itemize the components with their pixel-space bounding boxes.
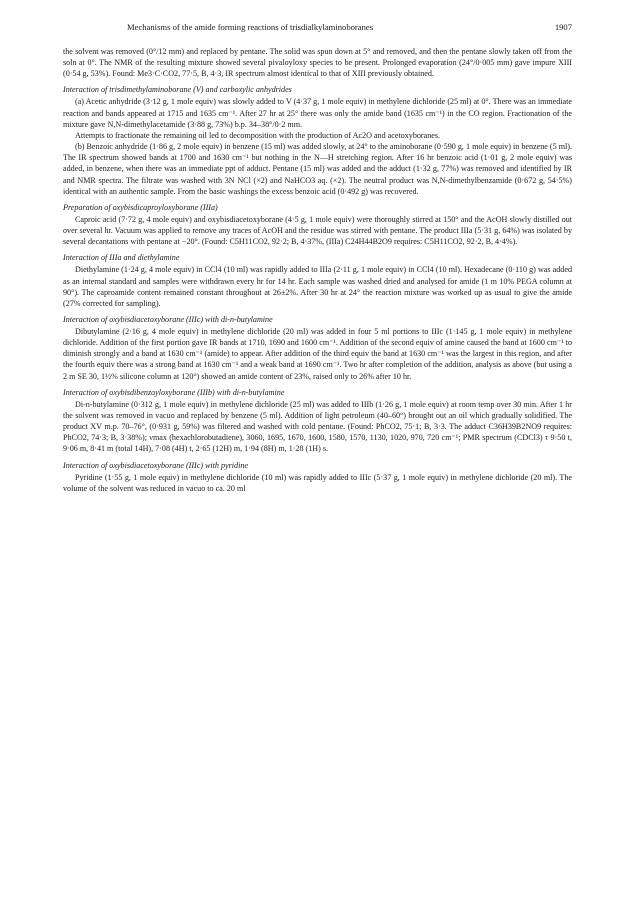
paragraph: Caproic acid (7·72 g, 4 mole equiv) and oxybisdiacetoxyborane (4·5 g, 1 mole equiv) were thoroughly stirred at 150° and the AcOH slowly distilled out over several hr. Vacuum was applied to remove any traces of AcOH and the residue was stirred with pentane. The product IIIa (5·31 g, 64%) was isolated by several decantations with pentane at −20°. (Found: C5H11CO2, 92·2; B, 4·37%, (IIIa) C24H44B2O9 requires: C5H11CO2, 92·2, B, 4·4%). <box>63 214 572 247</box>
paragraph: Pyridine (1·55 g, 1 mole equiv) in methylene dichloride (10 ml) was rapidly added to IIIc (5·37 g, 1 mole equiv) in methylene dichloride (20 ml). The volume of the solvent was reduced in vacuo to ca. 20 ml <box>63 472 572 493</box>
paragraph: Attempts to fractionate the remaining oil led to decomposition with the production of Ac2O and acetoxyboranes. <box>75 130 441 140</box>
section-heading: Interaction of IIIa and diethylamine <box>63 253 180 263</box>
paragraph: Di-n-butylamine (0·312 g, 1 mole equiv) in methylene dichloride (25 ml) was added to IIIb (1·26 g, 1 mole equiv) at room temp over 30 min. After 1 hr the solvent was removed in vacuo and replaced by benzene (5 ml). Addition of light petroleum (40–60°) brought out an oil which gradually solidified. The product XV m.p. 70–76°, (0·931 g, 59%) was filtered and washed with cold pentane. (Found: PhCO2, 75·1; B, 3·3. The adduct C36H39B2NO9 requires: PhCO2, 74·3; B, 3·38%); νmax (hexachlorobutadiene), 3060, 1695, 1670, 1600, 1580, 1570, 1130, 1020, 970, 720 cm⁻¹; PMR spectrum (CDCl3) τ 9·50 t, 9·06 m, 8·41 m (total 14H), 7·08 (4H) t, 2·65 (12H) m, 1·94 (8H) m, 1·28 (1H) s. <box>63 399 572 454</box>
paragraph: (b) Benzoic anhydride (1·86 g, 2 mole equiv) in benzene (15 ml) was added slowly, at 24° to the aminoborane (0·590 g, 1 mole equiv) in benzene (5 ml). The IR spectrum showed bands at 1700 and 1630 cm⁻¹ but nothing in the N—H stretching region. After 16 hr benzoic acid (1·01 g, 2 mole equiv) was added, in benzene, when there was an immediate ppt of adduct. Pentane (15 ml) was added and the adduct (1·32 g, 77%) was removed and identified by IR and NMR spectra. The filtrate was washed with 3N NCl (×2) and NaHCO3 aq. (×2). The neutral product was N,N-dimethylbenzamide (0·672 g, 54·5%) identical with an authentic sample. From the basic washings the excess benzoic acid (0·492 g) was recovered. <box>63 142 572 196</box>
section-heading: Interaction of oxybisdiacetoxyborane (IIIc) with pyridine <box>63 460 248 470</box>
running-header <box>63 22 572 36</box>
paragraph: Dibutylamine (2·16 g, 4 mole equiv) in methylene dichloride (20 ml) was added in four 5 ml portions to IIIc (1·145 g, 1 mole equiv) in methylene dichloride. Addition of the first portion gave IR bands at 1710, 1690 and 1600 cm⁻¹. Addition of the second equiv of amine caused the band at 1600 cm⁻¹ to diminish strongly and a band at 1630 cm⁻¹ (amide) to appear. After addition of the third equiv the band at 1630 cm⁻¹ was the largest in this region, and after the fourth equiv there was a strong band at 1630 cm⁻¹ and a weak band at 1690 cm⁻¹. Two hr after completion of the addition, analysis as above (but using a 2 m SE 30, 1½% silicone column at 120°) showed an amide content of 23%, raised only to 26% after 10 hr. <box>63 326 572 381</box>
paragraph: Diethylamine (1·24 g, 4 mole equiv) in CCl4 (10 ml) was rapidly added to IIIa (2·11 g, 1 mole equiv) in CCl4 (10 ml). Hexadecane (0·110 g) was added as an internal standard and samples were withdrawn every hr for 14 hr. Each sample was washed dried and analysed for amide (1 m 10% PEGA column at 90°). The caproamide content remained constant throughout at 26±2%. After 30 hr at 24° the reaction mixture was worked up as usual to give the amide (27% corrected for sampling). <box>63 265 572 308</box>
section-heading: Preparation of oxybisdicaproyloxyborane (IIIa) <box>63 202 218 212</box>
section-heading: Interaction of trisdimethylaminoborane (V) and carboxylic anhydrides <box>63 85 292 95</box>
running-title: Mechanisms of the amide forming reactions of trisdialkylaminoboranes <box>127 22 374 32</box>
section-heading: Interaction of oxybisdiacetoxyborane (IIIc) with di-n-butylamine <box>63 314 273 324</box>
page <box>63 22 572 494</box>
page-number: 1907 <box>554 22 572 32</box>
section-heading: Interaction of oxybisdibenzoyloxyborane (IIIb) with di-n-butylamine <box>63 387 285 397</box>
paragraph: the solvent was removed (0°/12 mm) and replaced by pentane. The solid was spun down at 5° and removed, and then the pentane slowly taken off from the soln at 0°. The NMR of the resulting mixture showed several pivaloyloxy species to be present. Prolonged evaporation (24°/0·005 mm) gave impure XIII (0·54 g, 53%). Found: Me3·C·CO2, 77·5, B, 4·3, IR spectrum almost identical to that of XIII previously obtained. <box>63 47 572 79</box>
paragraph: (a) Acetic anhydride (3·12 g, 1 mole equiv) was slowly added to V (4·37 g, 1 mole equiv) in methylene dichloride (25 ml) at 0°. There was an immediate reaction and bands appeared at 1715 and 1635 cm⁻¹. After 27 hr at 25° there was only the amide band (1635 cm⁻¹) in the CO region. Fractionation of the mixture gave N,N-dimethylacetamide (3·88 g, 73%) b.p. 34–38°/0·2 mm. <box>63 97 572 129</box>
